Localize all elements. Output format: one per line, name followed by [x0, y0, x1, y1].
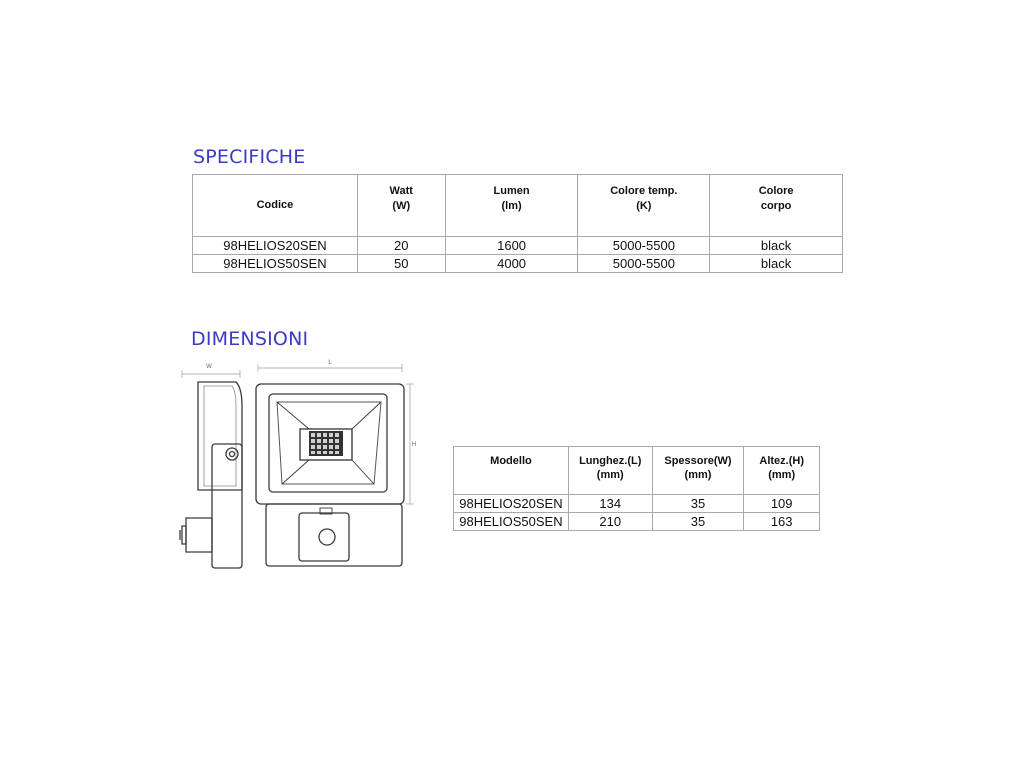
- dimensioni-table: [453, 446, 820, 531]
- cell-colore-corpo: black: [710, 255, 843, 273]
- cell-altezza: 109: [744, 495, 820, 513]
- header-lumen: Lumen (lm): [445, 175, 578, 237]
- cell-colore-temp: 5000-5500: [578, 255, 710, 273]
- table-row: [193, 237, 843, 255]
- height-dimension-label: H: [411, 442, 416, 448]
- dimensioni-heading: DIMENSIONI: [191, 328, 309, 350]
- cell-codice: 98HELIOS20SEN: [193, 237, 358, 255]
- cell-modello: 98HELIOS20SEN: [454, 495, 569, 513]
- header-altezza: Altez.(H) (mm): [744, 447, 820, 495]
- cell-colore-corpo: black: [710, 237, 843, 255]
- cell-watt: 50: [357, 255, 445, 273]
- specifiche-heading: SPECIFICHE: [193, 146, 306, 168]
- length-dimension-label: L: [328, 360, 332, 366]
- header-codice: Codice: [193, 175, 358, 237]
- led-array: [309, 431, 343, 456]
- cell-spessore: 35: [652, 495, 744, 513]
- cell-modello: 98HELIOS50SEN: [454, 513, 569, 531]
- table-header-row: [193, 175, 843, 237]
- table-header-row: [454, 447, 820, 495]
- side-view-drawing: [180, 382, 242, 568]
- header-colore-temp: Colore temp. (K): [578, 175, 710, 237]
- cell-lumen: 4000: [445, 255, 578, 273]
- cell-watt: 20: [357, 237, 445, 255]
- table-row: [454, 513, 820, 531]
- cell-lumen: 1600: [445, 237, 578, 255]
- header-colore-corpo: Colore corpo: [710, 175, 843, 237]
- table-row: [454, 495, 820, 513]
- cell-altezza: 163: [744, 513, 820, 531]
- cell-lunghezza: 134: [568, 495, 652, 513]
- header-modello: Modello: [454, 447, 569, 495]
- cell-spessore: 35: [652, 513, 744, 531]
- cell-codice: 98HELIOS50SEN: [193, 255, 358, 273]
- floodlight-dimension-drawing: [176, 356, 416, 576]
- specifiche-table: [192, 174, 843, 273]
- header-lunghezza: Lunghez.(L) (mm): [568, 447, 652, 495]
- table-row: [193, 255, 843, 273]
- front-view-drawing: [256, 384, 404, 566]
- width-dimension-label: W: [206, 364, 212, 370]
- header-spessore: Spessore(W) (mm): [652, 447, 744, 495]
- cell-colore-temp: 5000-5500: [578, 237, 710, 255]
- dimension-lines: [182, 364, 414, 504]
- header-watt: Watt (W): [357, 175, 445, 237]
- cell-lunghezza: 210: [568, 513, 652, 531]
